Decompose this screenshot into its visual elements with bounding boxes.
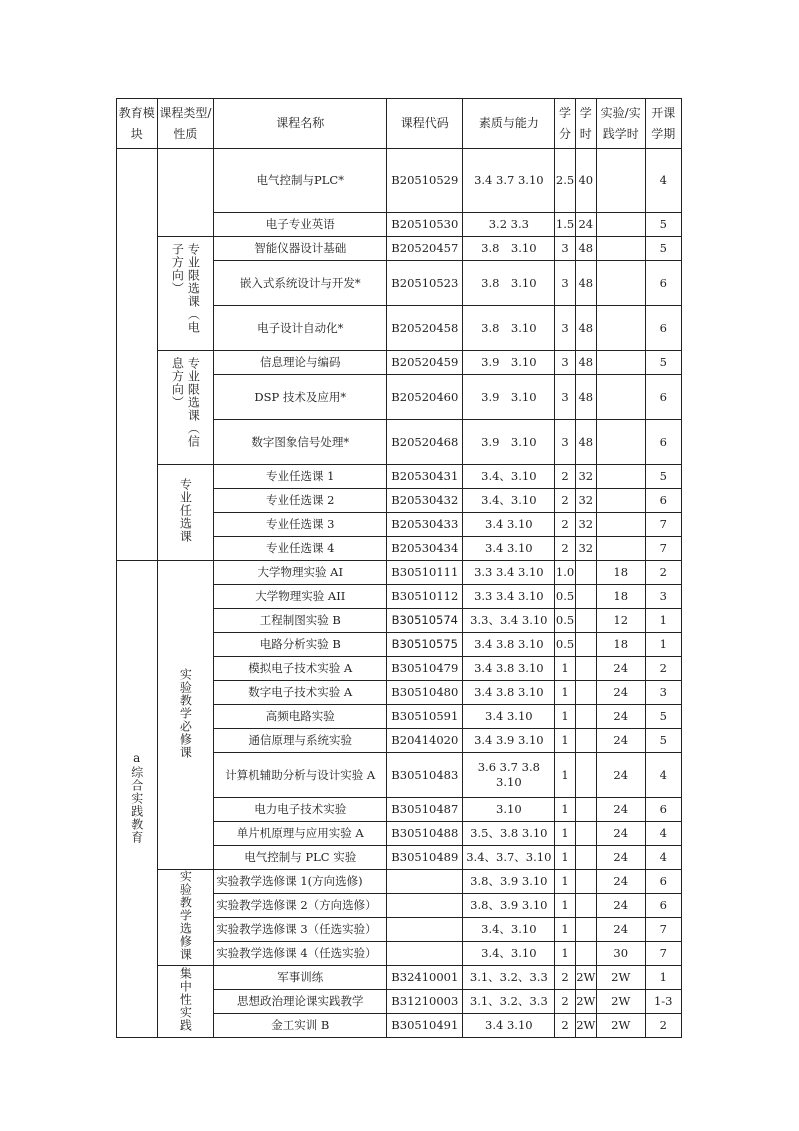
semester-value: 1 <box>645 966 682 990</box>
course-name: 金工实训 B <box>214 1014 387 1038</box>
ability-code: 3.3 3.4 3.10 <box>463 561 555 585</box>
course-name: 数字图象信号处理* <box>214 420 387 465</box>
hours-value: 48 <box>575 375 596 420</box>
course-name: 大学物理实验 AII <box>214 585 387 609</box>
credit-value: 3 <box>555 375 575 420</box>
course-name: 大学物理实验 AI <box>214 561 387 585</box>
credit-value: 1 <box>555 753 575 798</box>
header-course-code: 课程代码 <box>387 99 463 149</box>
ability-code: 3.8、3.9 3.10 <box>463 870 555 894</box>
credit-value: 3 <box>555 351 575 375</box>
hours-value: 32 <box>575 513 596 537</box>
ability-code: 3.8 3.10 <box>463 306 555 351</box>
credit-value: 3 <box>555 420 575 465</box>
type-lab-required <box>157 561 214 870</box>
semester-value: 6 <box>645 489 682 513</box>
semester-value: 6 <box>645 420 682 465</box>
header-row <box>117 99 682 149</box>
ability-code: 3.9 3.10 <box>463 420 555 465</box>
header-module: 教育模块 <box>117 99 158 149</box>
type-lab-required-label: 实验教学必修课 <box>178 667 193 759</box>
course-code: B30510491 <box>387 1014 463 1038</box>
course-code: B30510591 <box>387 705 463 729</box>
type-info-elective-label: 专业限选课（信息方向） <box>170 356 201 448</box>
semester-value: 6 <box>645 375 682 420</box>
course-name: 高频电路实验 <box>214 705 387 729</box>
hours-value <box>575 822 596 846</box>
course-name: 电气控制与 PLC 实验 <box>214 846 387 870</box>
lab-hours-value: 12 <box>596 609 645 633</box>
semester-value: 2 <box>645 1014 682 1038</box>
course-code: B20510530 <box>387 213 463 237</box>
credit-value: 1 <box>555 705 575 729</box>
hours-value <box>575 846 596 870</box>
ability-code: 3.4、3.10 <box>463 918 555 942</box>
type-free-elective <box>157 465 214 561</box>
course-code: B30510111 <box>387 561 463 585</box>
ability-code: 3.4、3.10 <box>463 489 555 513</box>
course-name: 实验教学选修课 1(方向选修) <box>214 870 387 894</box>
hours-value <box>575 705 596 729</box>
header-credit: 学分 <box>555 99 575 149</box>
course-code: B20520457 <box>387 237 463 261</box>
lab-hours-value: 2W <box>596 966 645 990</box>
semester-value: 6 <box>645 870 682 894</box>
hours-value: 48 <box>575 351 596 375</box>
hours-value: 32 <box>575 537 596 561</box>
lab-hours-value: 24 <box>596 822 645 846</box>
ability-code: 3.6 3.7 3.8 3.10 <box>463 753 555 798</box>
ability-code: 3.4、3.10 <box>463 465 555 489</box>
course-code <box>387 870 463 894</box>
hours-value <box>575 918 596 942</box>
credit-value: 2 <box>555 1014 575 1038</box>
lab-hours-value <box>596 537 645 561</box>
ability-code: 3.10 <box>463 798 555 822</box>
credit-value: 1 <box>555 798 575 822</box>
header-hours: 学时 <box>575 99 596 149</box>
table-row <box>117 870 682 894</box>
type-concentrated <box>157 966 214 1038</box>
hours-value <box>575 657 596 681</box>
semester-value: 6 <box>645 261 682 306</box>
credit-value: 1.5 <box>555 213 575 237</box>
table-row <box>117 465 682 489</box>
hours-value <box>575 870 596 894</box>
hours-value: 2W <box>575 966 596 990</box>
lab-hours-value: 24 <box>596 681 645 705</box>
ability-code: 3.9 3.10 <box>463 375 555 420</box>
lab-hours-value <box>596 465 645 489</box>
credit-value: 2 <box>555 465 575 489</box>
course-name: 实验教学选修课 3（任选实验） <box>214 918 387 942</box>
hours-value <box>575 942 596 966</box>
semester-value: 4 <box>645 822 682 846</box>
credit-value: 3 <box>555 261 575 306</box>
course-name: 嵌入式系统设计与开发* <box>214 261 387 306</box>
course-name: 电气控制与PLC* <box>214 149 387 213</box>
course-name: 专业任选课 1 <box>214 465 387 489</box>
course-name: 思想政治理论课实践教学 <box>214 990 387 1014</box>
course-name: 智能仪器设计基础 <box>214 237 387 261</box>
semester-value: 7 <box>645 942 682 966</box>
hours-value <box>575 798 596 822</box>
course-code: B20520458 <box>387 306 463 351</box>
header-semester: 开课学期 <box>645 99 682 149</box>
semester-value: 6 <box>645 798 682 822</box>
lab-hours-value: 18 <box>596 585 645 609</box>
module-practice <box>117 561 158 1038</box>
ability-code: 3.8 3.10 <box>463 261 555 306</box>
hours-value: 48 <box>575 261 596 306</box>
semester-value: 6 <box>645 306 682 351</box>
semester-value: 7 <box>645 537 682 561</box>
hours-value: 40 <box>575 149 596 213</box>
curriculum-table <box>116 98 682 1038</box>
credit-value: 3 <box>555 237 575 261</box>
hours-value: 48 <box>575 237 596 261</box>
course-name: 工程制图实验 B <box>214 609 387 633</box>
type-cell-blank <box>157 149 214 237</box>
lab-hours-value <box>596 513 645 537</box>
header-course-type: 课程类型/性质 <box>157 99 214 149</box>
ability-code: 3.4 3.7 3.10 <box>463 149 555 213</box>
table-row <box>117 561 682 585</box>
module-practice-label: a综合实践教育 <box>129 750 144 844</box>
table-row <box>117 966 682 990</box>
course-code: B20510529 <box>387 149 463 213</box>
credit-value: 1 <box>555 918 575 942</box>
semester-value: 1 <box>645 609 682 633</box>
course-code: B31210003 <box>387 990 463 1014</box>
course-name: 单片机原理与应用实验 A <box>214 822 387 846</box>
credit-value: 1 <box>555 729 575 753</box>
ability-code: 3.4 3.10 <box>463 537 555 561</box>
lab-hours-value <box>596 375 645 420</box>
hours-value <box>575 681 596 705</box>
semester-value: 2 <box>645 657 682 681</box>
course-name: 电子设计自动化* <box>214 306 387 351</box>
lab-hours-value: 24 <box>596 894 645 918</box>
course-name: 专业任选课 3 <box>214 513 387 537</box>
type-lab-elective <box>157 870 214 966</box>
type-electronic-elective <box>157 237 214 351</box>
lab-hours-value <box>596 306 645 351</box>
lab-hours-value <box>596 149 645 213</box>
course-code: B20510523 <box>387 261 463 306</box>
header-lab-hours: 实验/实践学时 <box>596 99 645 149</box>
ability-code: 3.9 3.10 <box>463 351 555 375</box>
type-concentrated-label: 集中性实践 <box>178 967 193 1032</box>
credit-value: 0.5 <box>555 633 575 657</box>
semester-value: 1-3 <box>645 990 682 1014</box>
course-code <box>387 918 463 942</box>
semester-value: 5 <box>645 237 682 261</box>
hours-value <box>575 633 596 657</box>
semester-value: 5 <box>645 213 682 237</box>
lab-hours-value: 18 <box>596 561 645 585</box>
header-course-name: 课程名称 <box>214 99 387 149</box>
credit-value: 3 <box>555 306 575 351</box>
credit-value: 1 <box>555 942 575 966</box>
course-code: B20530432 <box>387 489 463 513</box>
course-code: B20520468 <box>387 420 463 465</box>
ability-code: 3.5、3.8 3.10 <box>463 822 555 846</box>
course-code: B30510489 <box>387 846 463 870</box>
course-code: B20520460 <box>387 375 463 420</box>
semester-value: 4 <box>645 846 682 870</box>
lab-hours-value <box>596 237 645 261</box>
ability-code: 3.4、3.7、3.10 <box>463 846 555 870</box>
credit-value: 2 <box>555 990 575 1014</box>
hours-value: 48 <box>575 306 596 351</box>
course-name: 电子专业英语 <box>214 213 387 237</box>
ability-code: 3.3、3.4 3.10 <box>463 609 555 633</box>
lab-hours-value: 24 <box>596 846 645 870</box>
semester-value: 3 <box>645 681 682 705</box>
course-name: 军事训练 <box>214 966 387 990</box>
course-code: B32410001 <box>387 966 463 990</box>
ability-code: 3.1、3.2、3.3 <box>463 990 555 1014</box>
type-free-elective-label: 专业任选课 <box>178 478 193 543</box>
module-cell-top <box>117 149 158 561</box>
semester-value: 7 <box>645 918 682 942</box>
lab-hours-value: 24 <box>596 918 645 942</box>
lab-hours-value <box>596 213 645 237</box>
course-code <box>387 894 463 918</box>
ability-code: 3.4 3.9 3.10 <box>463 729 555 753</box>
hours-value: 2W <box>575 1014 596 1038</box>
hours-value: 2W <box>575 990 596 1014</box>
type-lab-elective-label: 实验教学选修课 <box>178 870 193 961</box>
course-code: B20414020 <box>387 729 463 753</box>
course-code: B20530431 <box>387 465 463 489</box>
credit-value: 1 <box>555 870 575 894</box>
course-name: 信息理论与编码 <box>214 351 387 375</box>
lab-hours-value: 30 <box>596 942 645 966</box>
semester-value: 5 <box>645 705 682 729</box>
semester-value: 2 <box>645 561 682 585</box>
ability-code: 3.4 3.10 <box>463 705 555 729</box>
course-name: 专业任选课 2 <box>214 489 387 513</box>
hours-value: 32 <box>575 489 596 513</box>
course-name: 数字电子技术实验 A <box>214 681 387 705</box>
hours-value <box>575 609 596 633</box>
semester-value: 4 <box>645 753 682 798</box>
course-name: DSP 技术及应用* <box>214 375 387 420</box>
ability-code: 3.4 3.10 <box>463 1014 555 1038</box>
course-code <box>387 942 463 966</box>
credit-value: 2 <box>555 489 575 513</box>
table-row <box>117 149 682 213</box>
lab-hours-value: 2W <box>596 990 645 1014</box>
lab-hours-value <box>596 489 645 513</box>
credit-value: 2 <box>555 513 575 537</box>
ability-code: 3.4 3.10 <box>463 513 555 537</box>
hours-value <box>575 753 596 798</box>
course-code: B30510483 <box>387 753 463 798</box>
credit-value: 1 <box>555 681 575 705</box>
hours-value: 24 <box>575 213 596 237</box>
hours-value <box>575 561 596 585</box>
semester-value: 6 <box>645 894 682 918</box>
table-row <box>117 237 682 261</box>
course-code: B20520459 <box>387 351 463 375</box>
course-name: 实验教学选修课 2（方向选修） <box>214 894 387 918</box>
course-code: B30510480 <box>387 681 463 705</box>
semester-value: 5 <box>645 465 682 489</box>
lab-hours-value: 18 <box>596 633 645 657</box>
credit-value: 0.5 <box>555 609 575 633</box>
ability-code: 3.4 3.8 3.10 <box>463 633 555 657</box>
ability-code: 3.4 3.8 3.10 <box>463 657 555 681</box>
semester-value: 7 <box>645 513 682 537</box>
credit-value: 1 <box>555 894 575 918</box>
credit-value: 1 <box>555 657 575 681</box>
course-name: 计算机辅助分析与设计实验 A <box>214 753 387 798</box>
course-code: B30510112 <box>387 585 463 609</box>
ability-code: 3.8 3.10 <box>463 237 555 261</box>
type-electronic-elective-label: 专业限选课（电子方向） <box>170 242 201 334</box>
hours-value <box>575 729 596 753</box>
course-name: 通信原理与系统实验 <box>214 729 387 753</box>
credit-value: 1 <box>555 846 575 870</box>
ability-code: 3.4 3.8 3.10 <box>463 681 555 705</box>
course-name: 电路分析实验 B <box>214 633 387 657</box>
course-code: B30510488 <box>387 822 463 846</box>
course-code: B30510487 <box>387 798 463 822</box>
table-body <box>117 99 682 1038</box>
lab-hours-value <box>596 420 645 465</box>
credit-value: 1.0 <box>555 561 575 585</box>
hours-value: 32 <box>575 465 596 489</box>
ability-code: 3.4、3.10 <box>463 942 555 966</box>
course-code: B30510479 <box>387 657 463 681</box>
lab-hours-value: 24 <box>596 753 645 798</box>
course-name: 专业任选课 4 <box>214 537 387 561</box>
hours-value: 48 <box>575 420 596 465</box>
course-name: 电力电子技术实验 <box>214 798 387 822</box>
semester-value: 3 <box>645 585 682 609</box>
header-ability: 素质与能力 <box>463 99 555 149</box>
lab-hours-value: 24 <box>596 705 645 729</box>
semester-value: 1 <box>645 633 682 657</box>
lab-hours-value: 2W <box>596 1014 645 1038</box>
semester-value: 4 <box>645 149 682 213</box>
ability-code: 3.8、3.9 3.10 <box>463 894 555 918</box>
semester-value: 5 <box>645 351 682 375</box>
lab-hours-value: 24 <box>596 798 645 822</box>
course-code: B30510574 <box>387 609 463 633</box>
credit-value: 2 <box>555 966 575 990</box>
semester-value: 5 <box>645 729 682 753</box>
ability-code: 3.1、3.2、3.3 <box>463 966 555 990</box>
table-row <box>117 351 682 375</box>
hours-value <box>575 894 596 918</box>
course-code: B20530434 <box>387 537 463 561</box>
lab-hours-value: 24 <box>596 729 645 753</box>
credit-value: 0.5 <box>555 585 575 609</box>
lab-hours-value <box>596 261 645 306</box>
course-name: 模拟电子技术实验 A <box>214 657 387 681</box>
lab-hours-value <box>596 351 645 375</box>
credit-value: 2.5 <box>555 149 575 213</box>
course-name: 实验教学选修课 4（任选实验） <box>214 942 387 966</box>
course-code: B30510575 <box>387 633 463 657</box>
type-info-elective <box>157 351 214 465</box>
ability-code: 3.2 3.3 <box>463 213 555 237</box>
ability-code: 3.3 3.4 3.10 <box>463 585 555 609</box>
course-code: B20530433 <box>387 513 463 537</box>
lab-hours-value: 24 <box>596 657 645 681</box>
hours-value <box>575 585 596 609</box>
lab-hours-value: 24 <box>596 870 645 894</box>
credit-value: 1 <box>555 822 575 846</box>
credit-value: 2 <box>555 537 575 561</box>
